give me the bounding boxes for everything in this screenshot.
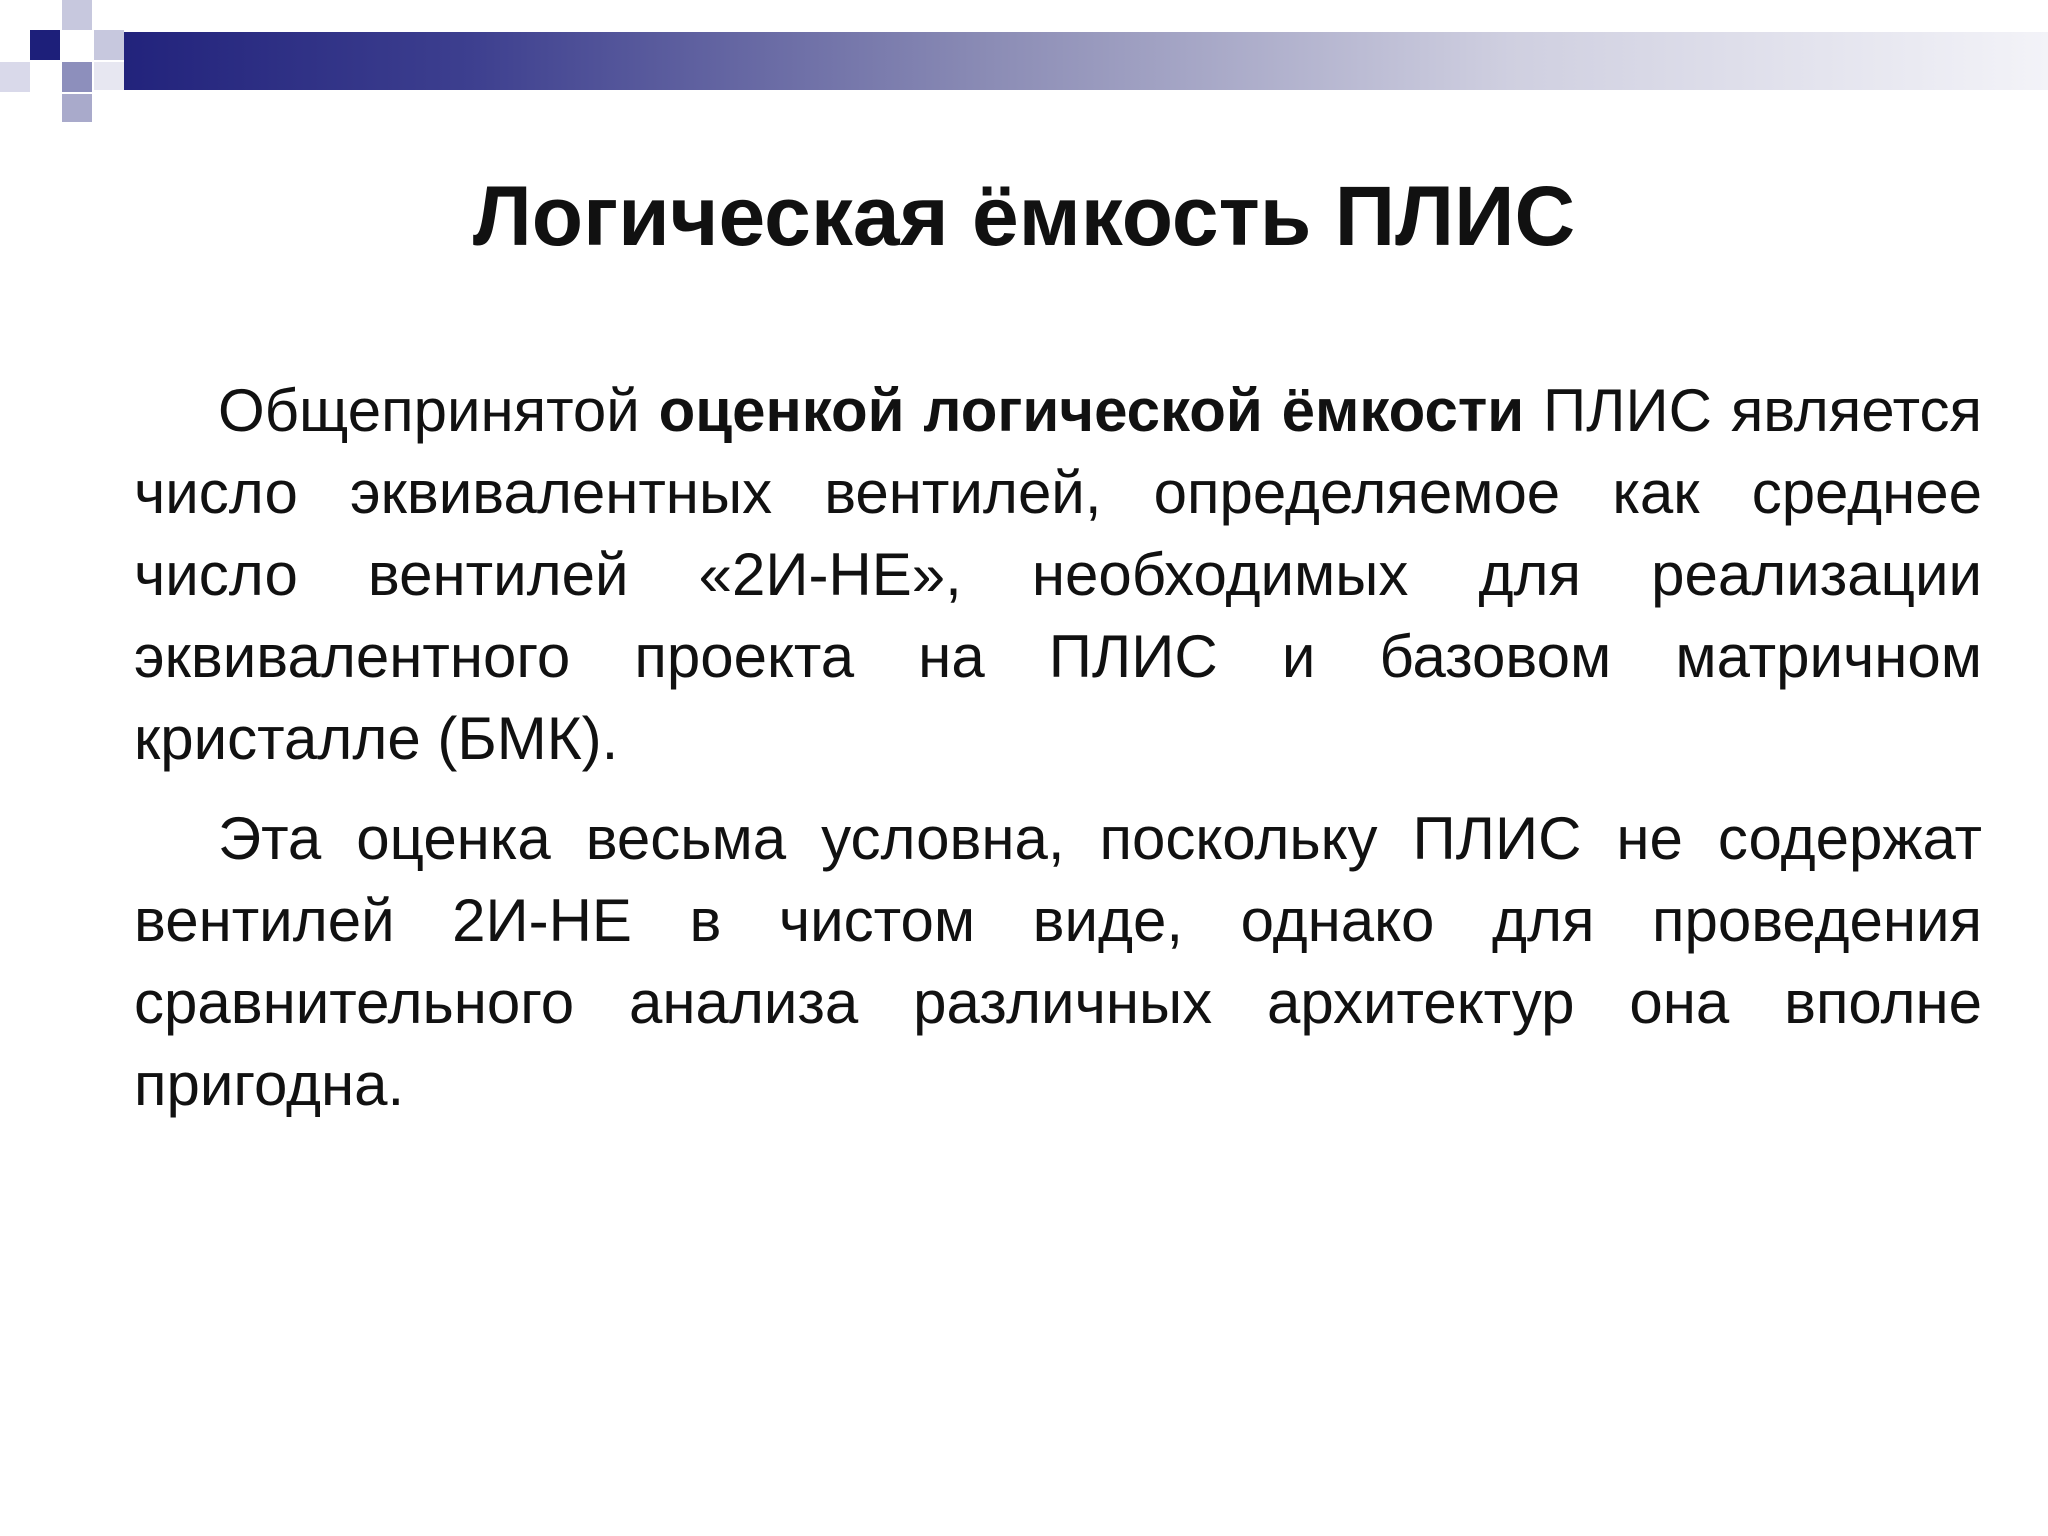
paragraph-1-emphasis: оценкой логической ёмкости [658, 377, 1525, 444]
decorative-square [62, 0, 92, 30]
paragraph-1-lead: Общепринятой [218, 377, 659, 444]
decorative-square [30, 30, 60, 60]
slide-title: Логическая ёмкость ПЛИС [472, 169, 1576, 263]
decorative-square [62, 62, 92, 92]
decorative-square [94, 62, 124, 90]
slide-body [134, 370, 1982, 1144]
paragraph-1-rest: ПЛИС является число эквивалентных вентилей, определяемое как среднее число вентилей «2И-НЕ», необходимых для реализации эквивалентного проекта на ПЛИС и базовом матричном кристалле (БМК). [134, 377, 1982, 772]
decorative-square [62, 94, 92, 122]
decorative-square [94, 30, 124, 60]
paragraph-1 [134, 370, 1982, 780]
decorative-square [0, 62, 30, 92]
header-gradient-band [124, 32, 2048, 90]
paragraph-2: Эта оценка весьма условна, поскольку ПЛИС не содержат вентилей 2И-НЕ в чистом виде, однако для проведения сравнительного анализа различных архитектур она вполне пригодна. [134, 805, 1982, 1118]
